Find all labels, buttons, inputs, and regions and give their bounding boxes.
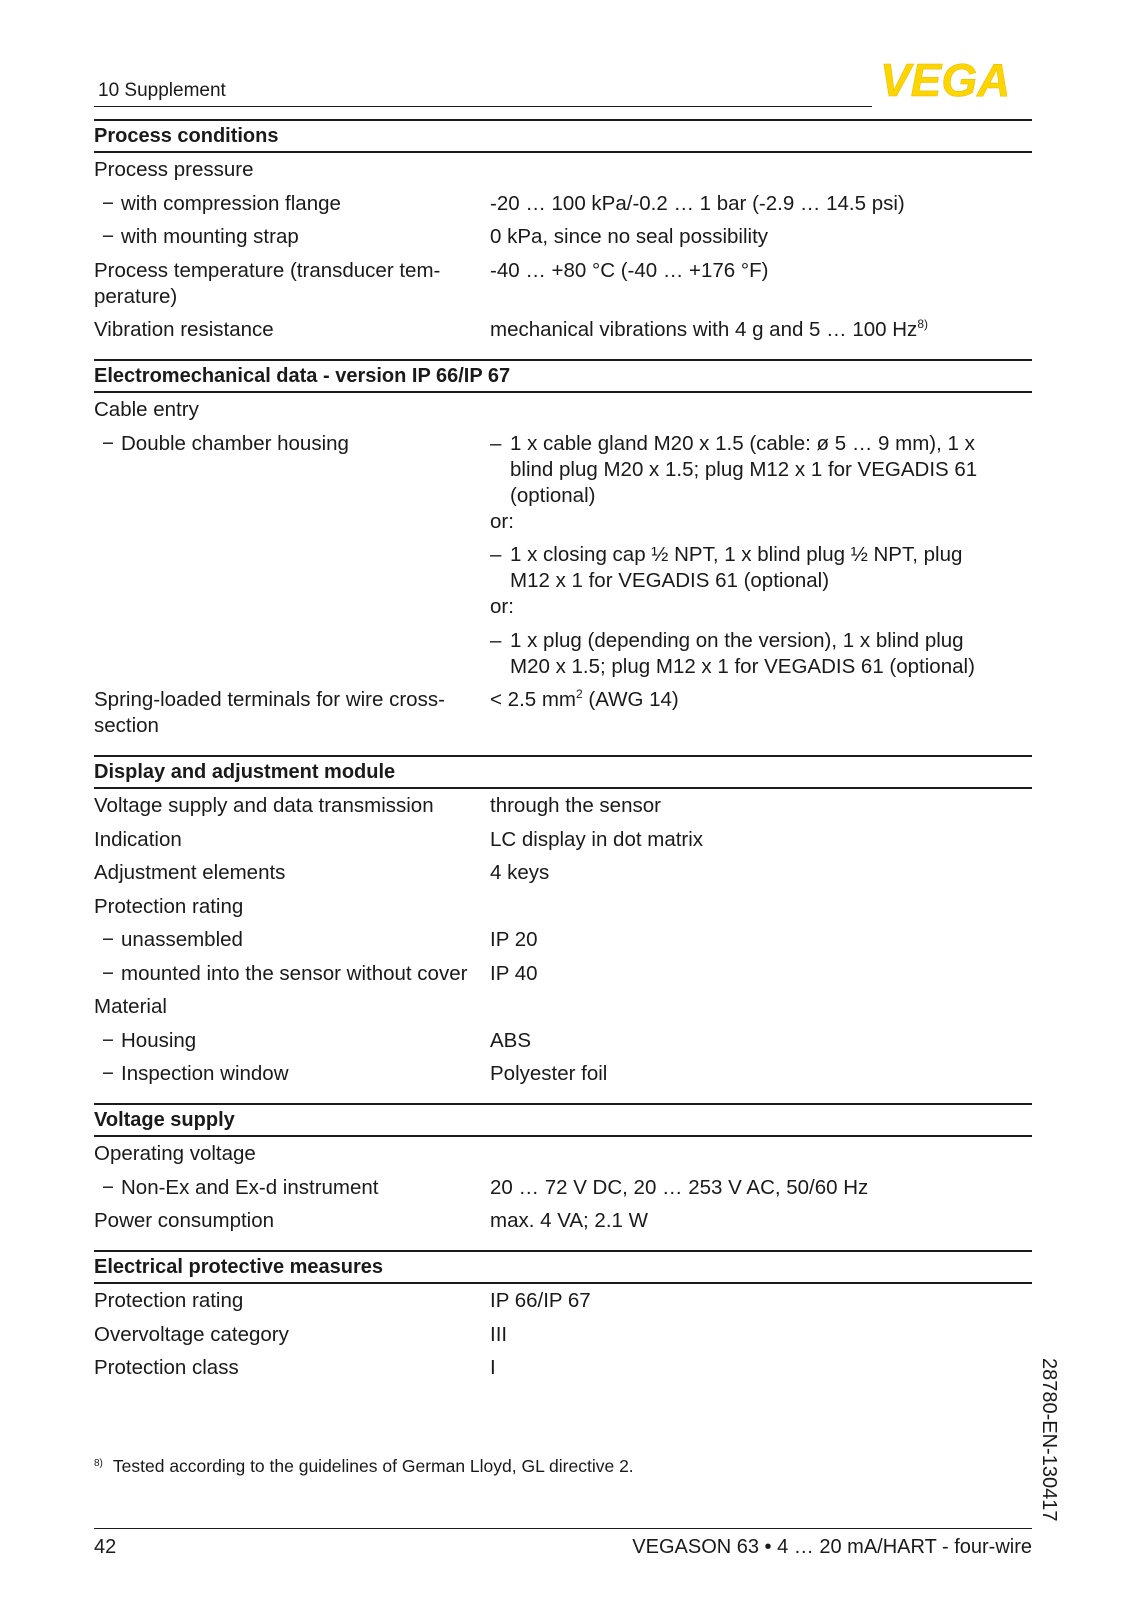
spec-label: Spring-loaded terminals for wire cross-section [94, 688, 445, 737]
spec-sublabel: − unassembled [102, 928, 243, 951]
spec-label: Cable entry [94, 398, 199, 421]
section-title: Process conditions [94, 119, 1032, 153]
spec-value: mechanical vibrations with 4 g and 5 … 100 Hz$^{8)}$ [490, 317, 928, 341]
spec-row [94, 317, 1032, 343]
spec-label: Process temperature (transducer tem-perature) [94, 258, 441, 308]
section-title: Voltage supply [94, 1103, 1032, 1137]
spec-row [94, 258, 1032, 310]
svg-text:VEGA: VEGA [880, 60, 1011, 100]
option-item: – 1 x cable gland M20 x 1.5 (cable: ø 5 … 9 mm), 1 x blind plug M20 x 1.5; plug M12 x 1 for VEGADIS 61 (optional) [490, 431, 978, 507]
spec-row [94, 1175, 1032, 1201]
spec-row [94, 994, 1032, 1020]
spec-row [94, 894, 1032, 920]
spec-row [94, 1208, 1032, 1234]
spec-label: Vibration resistance [94, 318, 274, 341]
section-title: Display and adjustment module [94, 755, 1032, 789]
spec-sublabel: − Double chamber housing [102, 431, 349, 455]
spec-row [94, 860, 1032, 886]
footnote: $^{8)}$ Tested according to the guidelines of German Lloyd, GL directive 2. [94, 1456, 634, 1476]
spec-value: ABS [490, 1028, 532, 1052]
spec-row [94, 1028, 1032, 1054]
option-item: – 1 x closing cap ½ NPT, 1 x blind plug ½ NPT, plug M12 x 1 for VEGADIS 61 (optional) [490, 543, 963, 592]
spec-value: 20 … 72 V DC, 20 … 253 V AC, 50/60 Hz [490, 1175, 869, 1199]
spec-label: Material [94, 995, 167, 1018]
spec-row [94, 793, 1032, 819]
header-rule [94, 106, 872, 107]
spec-value: LC display in dot matrix [490, 827, 704, 851]
spec-row [94, 1288, 1032, 1314]
section-title: Electrical protective measures [94, 1250, 1032, 1284]
spec-value: 0 kPa, since no seal possibility [490, 225, 769, 248]
spec-row [94, 1355, 1032, 1381]
spec-label: Indication [94, 827, 182, 851]
spec-value: -20 … 100 kPa/-0.2 … 1 bar (-2.9 … 14.5 psi) [490, 191, 905, 215]
spec-row [94, 1141, 1032, 1167]
spec-label: Operating voltage [94, 1142, 256, 1165]
spec-row [94, 1061, 1032, 1087]
page-number: 42 [94, 1536, 117, 1558]
footer-rule [94, 1528, 1032, 1529]
spec-label: Overvoltage category [94, 1322, 289, 1346]
footnote-number: 8) [94, 1458, 103, 1469]
spec-sublabel: − Housing [102, 1028, 197, 1052]
section-display-module [94, 755, 1032, 1087]
spec-value: < 2.5 $mm^2$ (AWG 14) [490, 687, 679, 711]
footer-title: VEGASON 63 • 4 … 20 mA/HART - four-wire [632, 1536, 1032, 1558]
section-process-conditions [94, 119, 1032, 343]
spec-sublabel: − mounted into the sensor without cover [102, 961, 468, 985]
spec-value: III [490, 1322, 508, 1346]
spec-row [94, 961, 1032, 987]
spec-label: Protection rating [94, 1289, 244, 1312]
spec-value: IP 66/IP 67 [490, 1289, 591, 1312]
spec-sublabel: − with compression flange [102, 191, 341, 215]
spec-value: I [490, 1356, 496, 1379]
section-electromechanical [94, 359, 1032, 739]
spec-label: Voltage supply and data transmission [94, 794, 434, 817]
spec-value: IP 40 [490, 961, 538, 985]
section-electrical-protection [94, 1250, 1032, 1381]
spec-value: -40 … +80 °C (-40 … +176 °F) [490, 258, 769, 282]
document-code: 28780-EN-130417 [1038, 1358, 1060, 1522]
or-text: or: [490, 595, 514, 618]
running-header: 10 Supplement [98, 80, 226, 101]
spec-value [490, 431, 1032, 680]
spec-label: Protection class [94, 1356, 239, 1379]
spec-label: Protection rating [94, 894, 244, 918]
spec-value: through the sensor [490, 794, 661, 817]
spec-label: Power consumption [94, 1209, 275, 1232]
spec-sublabel: − with mounting strap [102, 225, 299, 248]
spec-label: Process pressure [94, 158, 254, 181]
spec-row [94, 827, 1032, 853]
spec-row [94, 927, 1032, 953]
footnote-ref: 8) [917, 317, 928, 332]
spec-sublabel: − Non-Ex and Ex-d instrument [102, 1175, 379, 1199]
spec-value: IP 20 [490, 928, 538, 951]
section-voltage-supply [94, 1103, 1032, 1234]
spec-content [94, 119, 1032, 1397]
spec-value: 4 keys [490, 861, 550, 884]
or-text: or: [490, 509, 514, 533]
vega-logo [880, 60, 1032, 100]
spec-row [94, 431, 1032, 680]
option-item: – 1 x plug (depending on the version), 1 x blind plug M20 x 1.5; plug M12 x 1 for VEGADIS 61 (optional) [490, 628, 975, 678]
spec-row [94, 397, 1032, 423]
spec-row [94, 687, 1032, 739]
spec-row [94, 191, 1032, 217]
spec-label: Adjustment elements [94, 861, 286, 884]
spec-row [94, 224, 1032, 250]
spec-value: max. 4 VA; 2.1 W [490, 1209, 648, 1232]
section-title: Electromechanical data - version IP 66/IP 67 [94, 359, 1032, 393]
spec-value: Polyester foil [490, 1062, 608, 1085]
spec-row [94, 157, 1032, 183]
spec-row [94, 1322, 1032, 1348]
spec-sublabel: − Inspection window [102, 1062, 289, 1085]
